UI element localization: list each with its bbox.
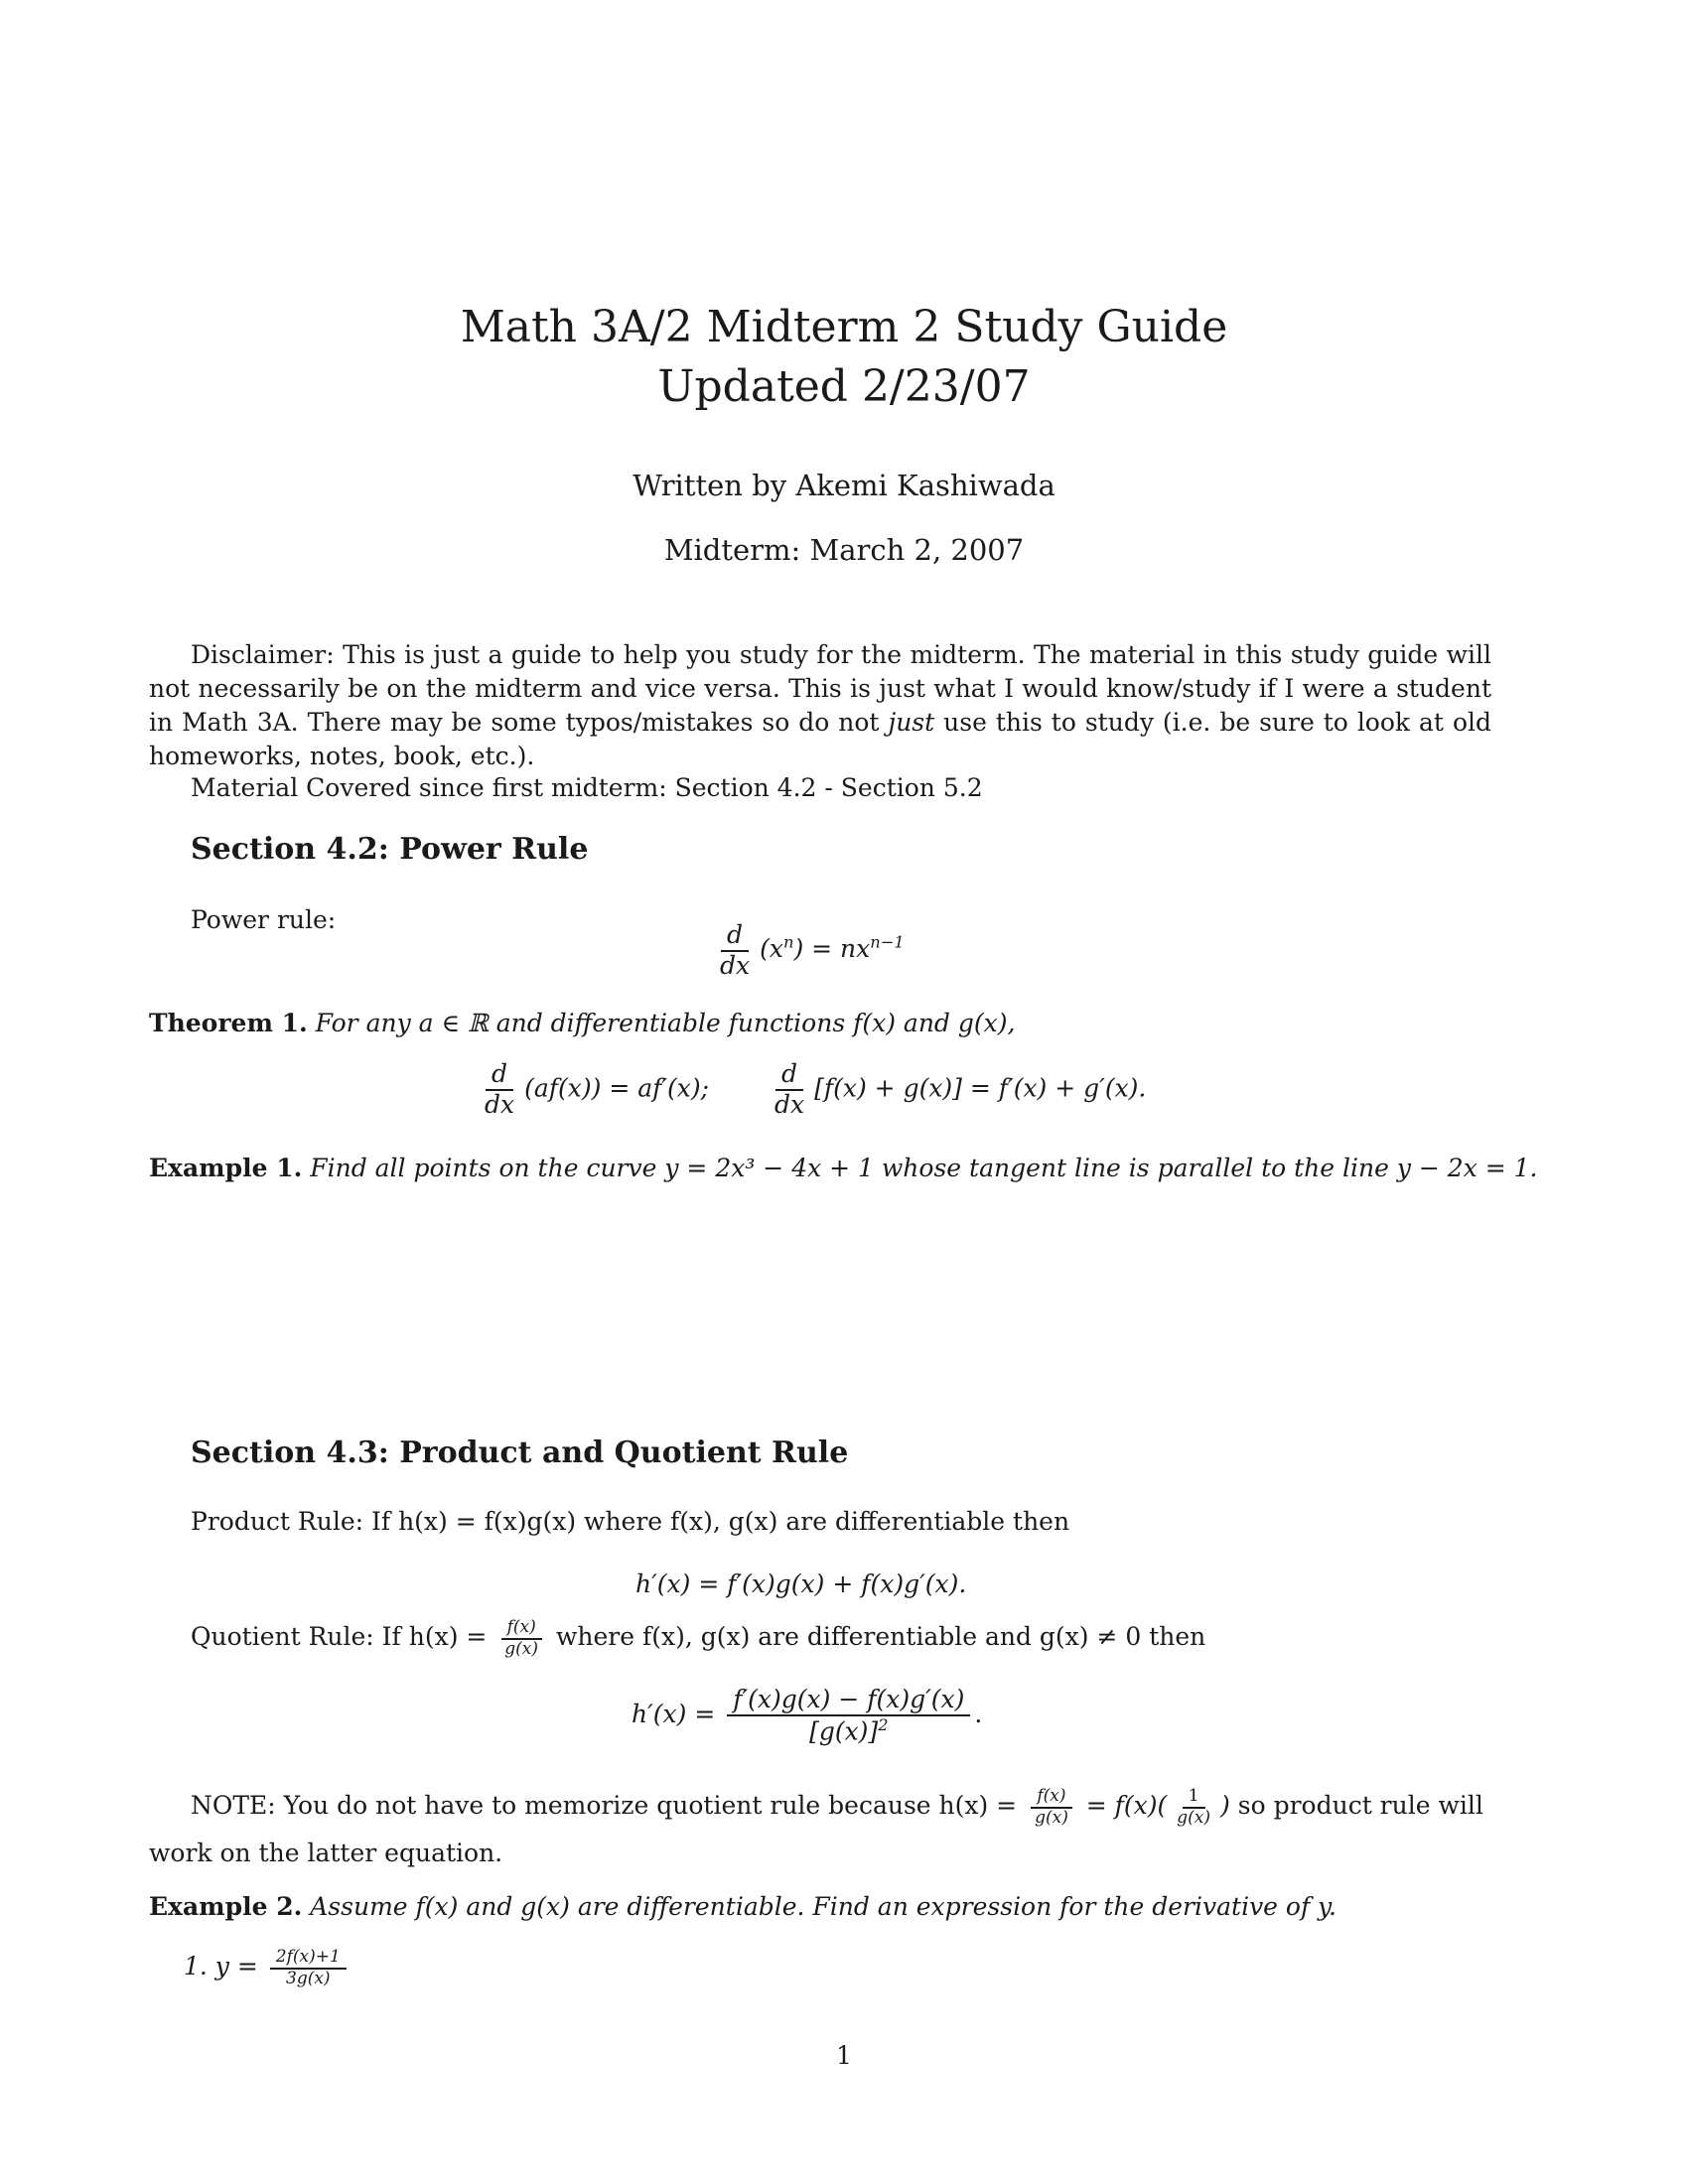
theorem-label: Theorem 1. [149, 1009, 308, 1037]
product-rule-text: Product Rule: If h(x) = f(x)g(x) where f(x), g(x) are differentiable then [191, 1507, 1070, 1536]
theorem-formula: $\frac{d}{dx}$ (af(x)) = af′(x); $\frac{d}{dx}$ [f(x) + g(x)] = f′(x) + g′(x). [485, 1059, 1147, 1119]
power-rule-formula: $\frac{d}{dx}$ $(x^n) = nx^{n-1}$ [710, 921, 905, 981]
item-1-label: 1. y = [184, 1952, 258, 1981]
d-dx-fraction: $\frac{d}{dx}$ [720, 920, 751, 980]
example-1-label: Example 1. [149, 1154, 303, 1182]
example-2-item-1: 1. y = $\frac{2f(x)+1}{3g(x)}$ [184, 1948, 351, 1988]
power-rule-label: Power rule: [191, 905, 337, 934]
author: Written by Akemi Kashiwada [633, 469, 1055, 502]
example-2-label: Example 2. [149, 1892, 303, 1921]
material-covered: Material Covered since first midterm: Section 4.2 - Section 5.2 [191, 773, 983, 802]
title-line-2: Updated 2/23/07 [657, 361, 1031, 412]
quotient-rule-formula: h′(x) = $\frac{f'(x)g(x) - f(x)g'(x)}{[g(x)]^2}$ . [632, 1685, 983, 1746]
example-1 [149, 1152, 1538, 1185]
quotient-rule-line [191, 1618, 1205, 1659]
note: NOTE: You do not have to memorize quotient rule because h(x) = $\frac{f(x)}{g(x)}$ = f(x)( $\frac{1}{g(x)}$ ) so product rule will [149, 1787, 1491, 1828]
midterm-date: Midterm: March 2, 2007 [663, 533, 1025, 567]
example-2-text: Assume f(x) and g(x) are differentiable. Find an expression for the derivative of y. [310, 1892, 1336, 1921]
disclaimer [149, 638, 1491, 773]
theorem-text: For any a ∈ ℝ and differentiable functions f(x) and g(x), [315, 1009, 1016, 1037]
f-over-g-fraction: $\frac{f(x)}{g(x)}$ [498, 1618, 544, 1659]
disclaimer-emphasis: just [888, 708, 935, 737]
quotient-rule-prefix: Quotient Rule: If h(x) = [191, 1622, 488, 1652]
quotient-rule-suffix: where f(x), g(x) are differentiable and g(x) ≠ 0 then [555, 1622, 1206, 1652]
example-2 [149, 1890, 1336, 1924]
note-line-2: work on the latter equation. [149, 1839, 503, 1867]
section-4-2-heading: Section 4.2: Power Rule [191, 832, 589, 867]
title-line-1: Math 3A/2 Midterm 2 Study Guide [460, 302, 1228, 352]
section-4-3-heading: Section 4.3: Product and Quotient Rule [191, 1435, 849, 1470]
theorem-1 [149, 1007, 1015, 1040]
page-number: 1 [836, 2041, 852, 2070]
disclaimer-text-2: use this to study (i.e. be sure to look at old homeworks, notes, book, etc.). [149, 708, 1492, 770]
disclaimer-text-1: Disclaimer: This is just a guide to help you study for the midterm. The material in this study guide will not necessarily be on the midterm and vice versa. This is just what I would know/study if I were a student in Math 3A. There may be some typos/mistakes so do not [149, 640, 1491, 737]
example-1-text: Find all points on the curve y = 2x³ − 4x + 1 whose tangent line is parallel to the line y − 2x = 1. [310, 1154, 1538, 1182]
product-rule-formula: h′(x) = f′(x)g(x) + f(x)g′(x). [635, 1570, 967, 1598]
note-prefix: NOTE: You do not have to memorize quotient rule because h(x) = [191, 1791, 1018, 1821]
note-suffix: so product rule will [1237, 1791, 1483, 1821]
